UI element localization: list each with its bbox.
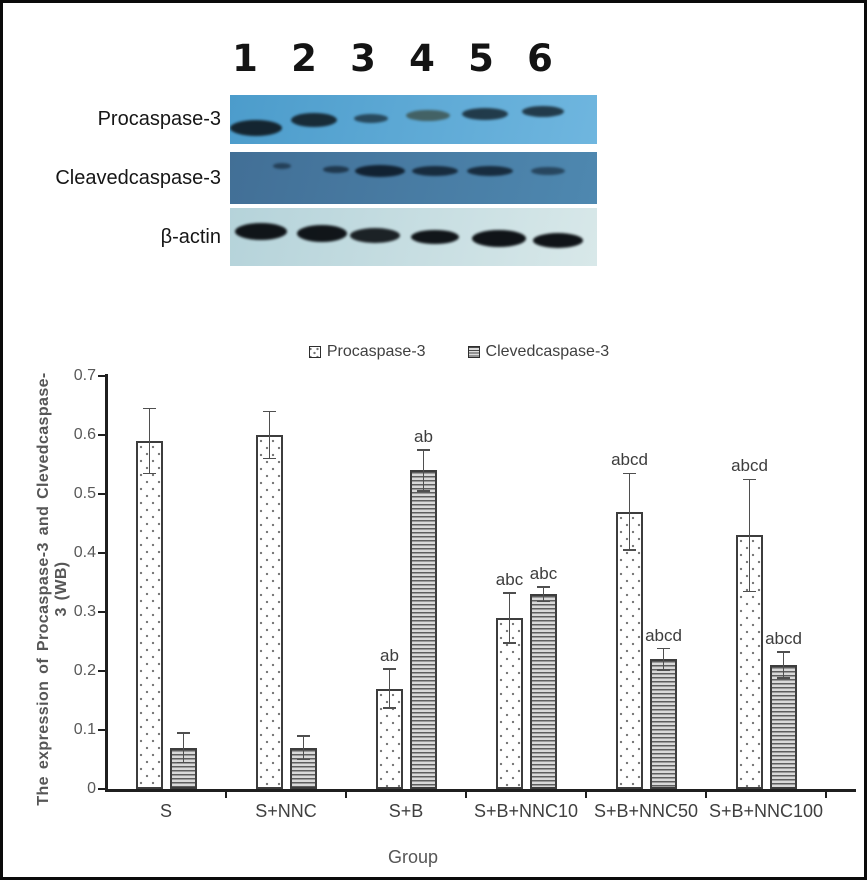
- error-bar-line: [663, 649, 665, 670]
- error-bar-line: [509, 593, 511, 643]
- error-bar-cap: [503, 642, 516, 644]
- bar-procaspase-3: [616, 512, 643, 789]
- x-axis-tick: [705, 791, 707, 798]
- x-tick-label: S+B+NNC100: [708, 801, 824, 821]
- western-blot-panel: [3, 3, 867, 293]
- error-bar-cap: [143, 473, 156, 475]
- legend-label: Procaspase-3: [326, 343, 426, 360]
- significance-label: abc: [495, 570, 524, 590]
- y-axis-tick: [98, 493, 106, 495]
- y-axis-tick: [98, 611, 106, 613]
- chart-legend: [84, 343, 834, 361]
- y-tick-label: 0.1: [73, 721, 96, 738]
- error-bar-line: [783, 652, 785, 678]
- error-bar-line: [303, 736, 305, 760]
- error-bar-line: [269, 411, 271, 458]
- blot-row-label: β-actin: [160, 226, 221, 248]
- error-bar-cap: [297, 735, 310, 737]
- significance-label: abcd: [731, 456, 768, 476]
- significance-label: ab: [380, 646, 399, 666]
- error-bar-cap: [263, 458, 276, 460]
- error-bar-cap: [177, 732, 190, 734]
- x-tick-label: S+B+NNC10: [473, 801, 579, 821]
- lane-number: 5: [468, 37, 494, 80]
- error-bar-line: [423, 450, 425, 491]
- y-tick-label: 0.6: [73, 426, 96, 443]
- y-axis-tick: [98, 434, 106, 436]
- error-bar-cap: [657, 648, 670, 650]
- bar-procaspase-3: [496, 618, 523, 789]
- blot-band: [531, 167, 565, 175]
- y-tick-label: 0.3: [73, 603, 96, 620]
- y-tick-label: 0.2: [73, 662, 96, 679]
- x-tick-label: S+NNC: [255, 801, 317, 821]
- x-tick-label: S+B: [388, 801, 424, 821]
- blot-row-label: Cleavedcaspase-3: [55, 167, 221, 189]
- bar-procaspase-3: [136, 441, 163, 789]
- y-axis-tick: [98, 670, 106, 672]
- legend-item: [309, 343, 426, 361]
- error-bar-line: [389, 669, 391, 708]
- bar-procaspase-3: [256, 435, 283, 789]
- significance-label: abc: [529, 564, 558, 584]
- error-bar-line: [749, 479, 751, 591]
- error-bar-cap: [143, 408, 156, 410]
- x-axis-line: [105, 789, 856, 792]
- y-axis-tick: [98, 788, 106, 790]
- blot-band: [323, 166, 349, 173]
- x-axis-tick: [585, 791, 587, 798]
- lane-number: 2: [291, 37, 317, 80]
- significance-label: abcd: [765, 629, 802, 649]
- x-axis-tick: [225, 791, 227, 798]
- y-axis-tick: [98, 552, 106, 554]
- x-axis-tick: [465, 791, 467, 798]
- error-bar-cap: [383, 668, 396, 670]
- blot-band: [230, 120, 282, 136]
- blot-row-label: Procaspase-3: [97, 108, 221, 130]
- significance-label: abcd: [645, 625, 682, 645]
- significance-label: abcd: [611, 450, 648, 470]
- blot-band: [472, 230, 526, 247]
- bar-clevedcaspase-3: [770, 665, 797, 789]
- error-bar-line: [183, 733, 185, 763]
- error-bar-cap: [657, 669, 670, 671]
- legend-swatch-dots-icon: [309, 346, 321, 358]
- bar-clevedcaspase-3: [530, 594, 557, 789]
- error-bar-cap: [263, 411, 276, 413]
- lane-number: 3: [350, 37, 376, 80]
- blot-band: [411, 230, 459, 244]
- error-bar-line: [149, 408, 151, 473]
- y-axis-tick: [98, 375, 106, 377]
- lane-number: 4: [409, 37, 435, 80]
- error-bar-cap: [537, 586, 550, 588]
- error-bar-cap: [383, 707, 396, 709]
- blot-band: [522, 106, 564, 117]
- blot-band: [273, 163, 291, 169]
- blot-band: [297, 225, 347, 242]
- bar-clevedcaspase-3: [650, 659, 677, 789]
- error-bar-cap: [537, 601, 550, 603]
- legend-swatch-hlines-icon: [468, 346, 480, 358]
- blot-band: [406, 110, 450, 121]
- x-axis-tick: [825, 791, 827, 798]
- error-bar-cap: [777, 677, 790, 679]
- y-axis-label: The expression of Procaspase-3 and Clevedcaspase-3 (WB): [35, 372, 70, 806]
- y-tick-label: 0.7: [73, 367, 96, 384]
- error-bar-cap: [417, 490, 430, 492]
- blot-strip: [230, 95, 597, 144]
- error-bar-cap: [417, 449, 430, 451]
- blot-band: [291, 113, 337, 127]
- error-bar-line: [629, 473, 631, 550]
- error-bar-cap: [777, 651, 790, 653]
- blot-band: [467, 166, 513, 176]
- error-bar-cap: [177, 762, 190, 764]
- legend-label: Clevedcaspase-3: [485, 343, 610, 360]
- error-bar-cap: [743, 591, 756, 593]
- blot-band: [350, 228, 400, 243]
- lane-number: 1: [232, 37, 258, 80]
- blot-band: [235, 223, 287, 240]
- y-tick-label: 0.5: [73, 485, 96, 502]
- x-axis-tick: [345, 791, 347, 798]
- blot-band: [354, 114, 388, 123]
- x-axis-label: Group: [387, 847, 439, 867]
- legend-item: [468, 343, 610, 361]
- lane-number: 6: [527, 37, 553, 80]
- significance-label: ab: [414, 426, 433, 446]
- x-tick-label: S+B+NNC50: [593, 801, 699, 821]
- blot-band: [462, 108, 508, 120]
- error-bar-cap: [623, 549, 636, 551]
- bar-clevedcaspase-3: [410, 470, 437, 789]
- blot-strip: [230, 208, 597, 266]
- y-tick-label: 0.4: [73, 544, 96, 561]
- error-bar-cap: [743, 479, 756, 481]
- error-bar-line: [543, 587, 545, 601]
- error-bar-cap: [503, 592, 516, 594]
- blot-band: [533, 233, 583, 248]
- blot-band: [355, 165, 405, 177]
- error-bar-cap: [297, 759, 310, 761]
- x-tick-label: S: [159, 801, 172, 821]
- error-bar-cap: [623, 473, 636, 475]
- blot-band: [412, 166, 458, 176]
- y-tick-label: 0: [87, 780, 96, 797]
- y-axis-tick: [98, 729, 106, 731]
- blot-strip: [230, 152, 597, 204]
